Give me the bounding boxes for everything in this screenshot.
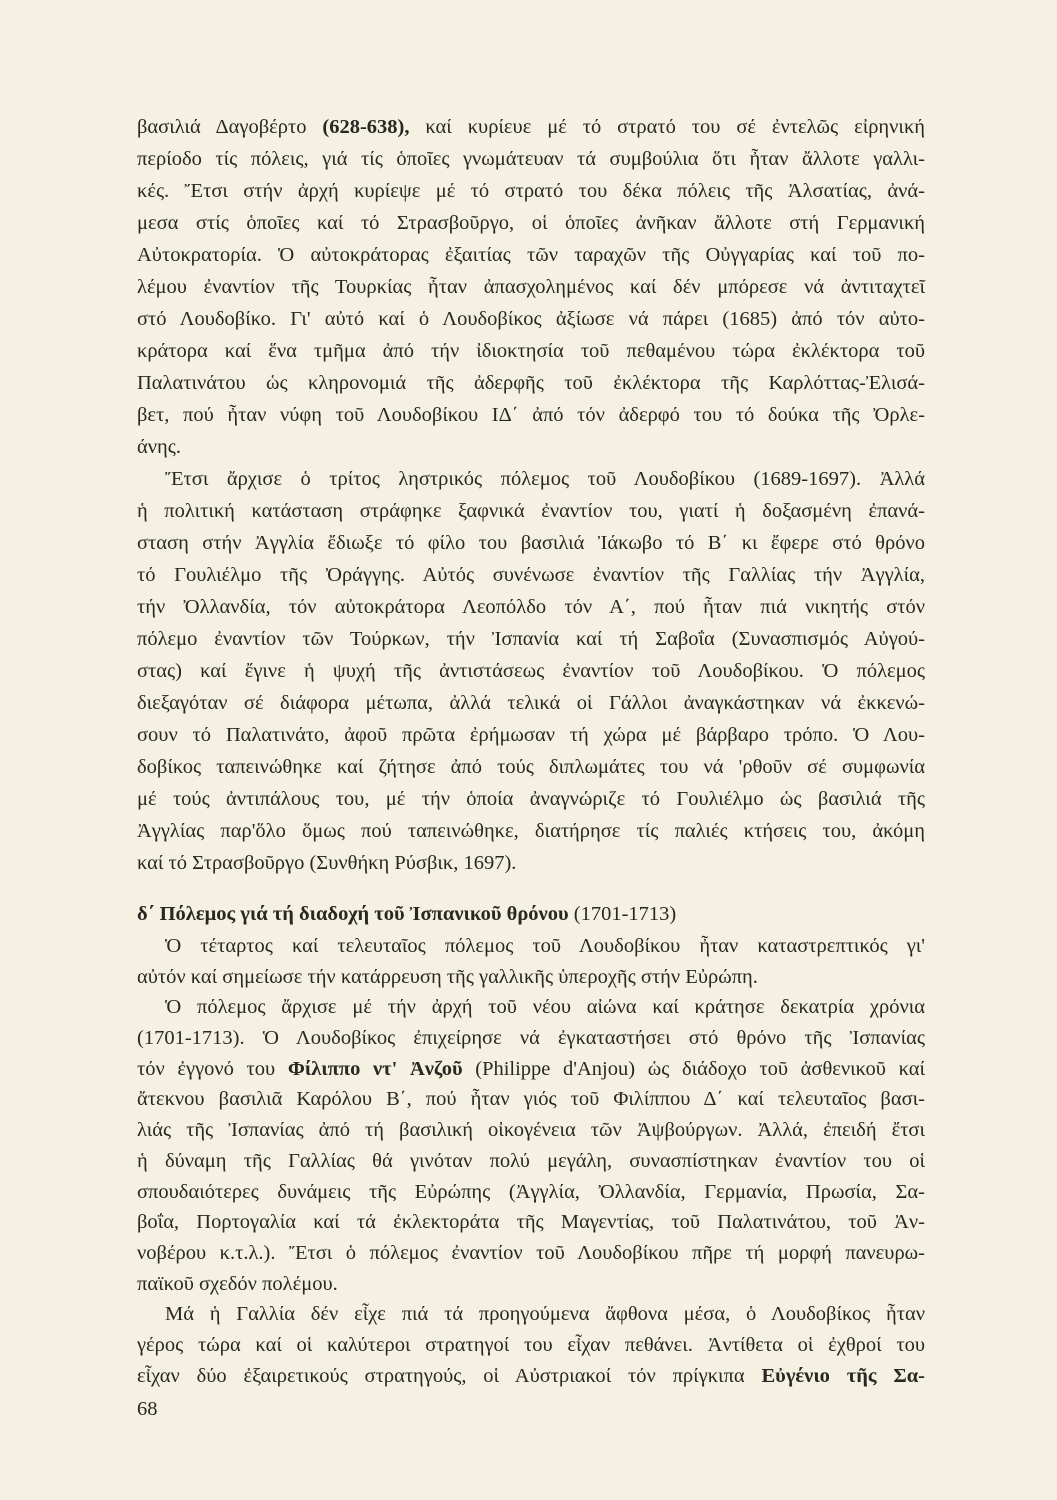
bold-text-segment: Φίλιππο ντ' Ἀνζοῦ (287, 1057, 463, 1080)
text-line: σταση στήν Ἀγγλία ἔδιωξε τό φίλο του βασιλιά Ἰάκωβο τό Β΄ κι ἔφερε στό θρόνο (137, 532, 925, 554)
text-segment: τόν ἐγγονό του (137, 1057, 288, 1080)
bold-text-segment: (628-638), (322, 116, 410, 138)
text-line: τό Γουλιέλμο τῆς Ὀράγγης. Αὐτός συνένωσε ἐναντίον τῆς Γαλλίας τήν Ἀγγλία, (137, 564, 925, 586)
text-line: αὐτόν καί σημείωσε τήν κατάρρευση τῆς γαλλικῆς ὑπεροχῆς στήν Εὐρώπη. (137, 965, 758, 988)
paragraph (137, 463, 925, 879)
text-segment: βασιλιά Δαγοβέρτο (137, 116, 323, 138)
text-segment: εἶχαν δύο ἐξαιρετικούς στρατηγούς, οἱ Αὐστριακοί τόν πρίγκιπα (137, 1364, 762, 1387)
text-line (137, 111, 925, 143)
document-page (137, 111, 925, 1391)
text-line: παϊκοῦ σχεδόν πολέμου. (137, 1272, 338, 1295)
text-line: λέμου ἐναντίον τῆς Τουρκίας ἦταν ἀπασχολημένος καί δέν μπόρεσε νά ἀντιταχτεῖ (137, 276, 925, 298)
text-line: γέρος τώρα καί οἱ καλύτεροι στρατηγοί του εἶχαν πεθάνει. Ἀντίθετα οἱ ἐχθροί του (137, 1333, 925, 1356)
text-line: Ἔτσι ἄρχισε ὁ τρίτος ληστρικός πόλεμος τοῦ Λουδοβίκου (1689-1697). Ἀλλά (165, 468, 925, 490)
text-line (137, 1361, 925, 1392)
text-line: ἡ πολιτική κατάσταση στράφηκε ξαφνικά ἐναντίον του, γιατί ἡ δοξασμένη ἐπανά- (137, 500, 925, 522)
text-line: στό Λουδοβίκο. Γι' αὐτό καί ὁ Λουδοβίκος ἀξίωσε νά πάρει (1685) ἀπό τόν αὐτο- (137, 308, 925, 330)
text-line: σπουδαιότερες δυνάμεις τῆς Εὐρώπης (Ἀγγλία, Ὀλλανδία, Γερμανία, Πρωσία, Σα- (137, 1180, 925, 1203)
text-line: μέ τούς ἀντιπάλους του, μέ τήν ὁποία ἀναγνώριζε τό Γουλιέλμο ὡς βασιλιά τῆς (137, 788, 925, 810)
text-line: βοΐα, Πορτογαλία καί τά ἐκλεκτοράτα τῆς Μαγεντίας, τοῦ Παλατινάτου, τοῦ Ἀν- (137, 1211, 925, 1234)
text-line: ἡ δύναμη τῆς Γαλλίας θά γινόταν πολύ μεγάλη, συνασπίστηκαν ἐναντίον του οἱ (137, 1149, 925, 1172)
text-section (137, 111, 925, 879)
text-line: Παλατινάτου ὡς κληρονομιά τῆς ἀδερφῆς τοῦ ἐκλέκτορα τῆς Καρλόττας-Ἐλισά- (137, 372, 925, 394)
text-line: κές. Ἔτσι στήν ἀρχή κυρίεψε μέ τό στρατό του δέκα πόλεις τῆς Ἀλσατίας, ἀνά- (137, 180, 925, 202)
text-line: λιάς τῆς Ἰσπανίας ἀπό τή βασιλική οἰκογένεια τῶν Ἀψβούργων. Ἀλλά, ἐπειδή ἔτσι (137, 1119, 925, 1142)
text-line: καί τό Στρασβοῦργο (Συνθήκη Ρύσβικ, 1697). (137, 852, 517, 874)
text-line: δοβίκος ταπεινώθηκε καί ζήτησε ἀπό τούς διπλωμάτες του νά 'ρθοῦν σέ συμφωνία (137, 756, 925, 778)
text-line: νοβέρου κ.τ.λ.). Ἔτσι ὁ πόλεμος ἐναντίον τοῦ Λουδοβίκου πῆρε τή μορφή πανευρω- (137, 1241, 925, 1264)
text-line: Ἀγγλίας παρ'ὅλο ὅμως πού ταπεινώθηκε, διατήρησε τίς παλιές κτήσεις του, ἀκόμη (137, 820, 925, 842)
text-line: πόλεμο ἐναντίον τῶν Τούρκων, τήν Ἰσπανία καί τή Σαβοΐα (Συνασπισμός Αὐγού- (137, 628, 925, 650)
text-line: ἄτεκνου βασιλιᾶ Καρόλου Β΄, πού ἦταν γιός τοῦ Φιλίππου Δ΄ καί τελευταῖος βασι- (137, 1088, 925, 1111)
text-line: βετ, πού ἦταν νύφη τοῦ Λουδοβίκου ΙΔ΄ ἀπό τόν ἀδερφό του τό δούκα τῆς Ὀρλε- (137, 404, 925, 426)
paragraph (137, 992, 925, 1299)
paragraph (137, 931, 925, 992)
text-section (137, 897, 925, 1391)
text-line: σουν τό Παλατινάτο, ἀφοῦ πρῶτα ἐρήμωσαν τή χώρα μέ βάρβαρο τρόπο. Ὁ Λου- (137, 724, 925, 746)
text-line: άνης. (137, 436, 181, 458)
page-number: 68 (137, 1398, 158, 1420)
text-line: Ὁ πόλεμος ἄρχισε μέ τήν ἀρχή τοῦ νέου αἰώνα καί κράτησε δεκατρία χρόνια (165, 996, 925, 1019)
paragraph (137, 111, 925, 463)
text-line: διεξαγόταν σέ διάφορα μέτωπα, ἀλλά τελικά οἱ Γάλλοι ἀναγκάστηκαν νά ἐκκενώ- (137, 692, 925, 714)
text-line: τήν Ὀλλανδία, τόν αὐτοκράτορα Λεοπόλδο τόν Α΄, πού ἦταν πιά νικητής στόν (137, 596, 925, 618)
text-line: περίοδο τίς πόλεις, γιά τίς ὁποῖες γνωμάτευαν τά συμβούλια ὅτι ἦταν ἄλλοτε γαλλι- (137, 148, 925, 170)
text-line (137, 1054, 925, 1085)
bold-text-segment: Εὐγένιο τῆς Σα- (761, 1364, 925, 1387)
text-line: (1701-1713). Ὁ Λουδοβίκος ἐπιχείρησε νά ἐγκαταστήσει στό θρόνο τῆς Ἰσπανίας (137, 1027, 925, 1050)
text-segment: καί κυρίευε μέ τό στρατό του σέ ἐντελῶς εἰρηνική (409, 116, 925, 138)
paragraph (137, 1299, 925, 1391)
text-segment: (Philippe d'Anjou) ὡς διάδοχο τοῦ ἀσθενικοῦ καί (462, 1057, 926, 1080)
text-line: κράτορα καί ἕνα τμῆμα ἀπό τήν ἰδιοκτησία τοῦ πεθαμένου τώρα ἐκλέκτορα τοῦ (137, 340, 925, 362)
section-heading-title: δ΄ Πόλεμος γιά τή διαδοχή τοῦ Ἰσπανικοῦ θρόνου (137, 903, 569, 925)
text-line: Αὐτοκρατορία. Ὁ αὐτοκράτορας ἐξαιτίας τῶν ταραχῶν τῆς Οὐγγαρίας καί τοῦ πο- (137, 244, 925, 266)
text-line: μεσα στίς ὁποῖες καί τό Στρασβοῦργο, οἱ ὁποῖες ἀνῆκαν ἄλλοτε στή Γερμανική (137, 212, 925, 234)
section-heading (137, 897, 925, 931)
section-heading-dates: (1701-1713) (568, 903, 677, 925)
text-line: Ὁ τέταρτος καί τελευταῖος πόλεμος τοῦ Λουδοβίκου ἦταν καταστρεπτικός γι' (165, 935, 925, 957)
text-line: στας) καί ἔγινε ἡ ψυχή τῆς ἀντιστάσεως ἐναντίον τοῦ Λουδοβίκου. Ὁ πόλεμος (137, 660, 925, 682)
text-line: Μά ἡ Γαλλία δέν εἶχε πιά τά προηγούμενα ἄφθονα μέσα, ὁ Λουδοβίκος ἦταν (165, 1303, 925, 1326)
